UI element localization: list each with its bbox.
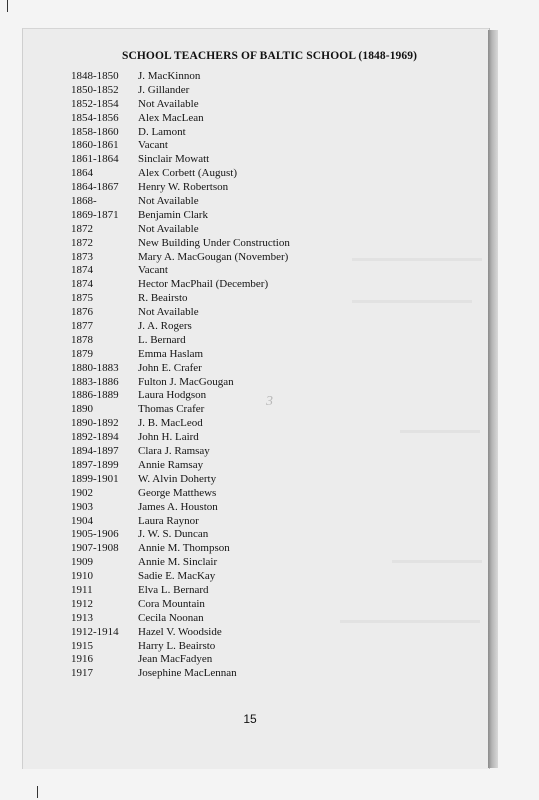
list-item: [71, 264, 290, 278]
list-item: [71, 181, 290, 195]
years: 1854-1856: [71, 111, 119, 124]
teacher-name: Laura Raynor: [138, 514, 199, 527]
teacher-name: Emma Haslam: [138, 347, 204, 360]
teacher-list: [71, 70, 290, 681]
teacher-name: Vacant: [138, 139, 168, 152]
teacher-name: Not Available: [138, 97, 199, 110]
years: 1890-1892: [71, 417, 119, 430]
list-item: [71, 278, 290, 292]
list-item: [71, 237, 290, 251]
years: 1878: [71, 333, 93, 346]
teacher-name: Jean MacFadyen: [138, 653, 213, 666]
teacher-name: Cecila Noonan: [138, 611, 204, 624]
years: 1864-1867: [71, 181, 119, 194]
list-item: [71, 431, 290, 445]
years: 1892-1894: [71, 431, 119, 444]
years: 1907-1908: [71, 542, 119, 555]
list-item: [71, 320, 290, 334]
teacher-name: Hazel V. Woodside: [138, 625, 222, 638]
teacher-name: Mary A. MacGougan (November): [138, 250, 289, 263]
list-item: [71, 348, 290, 362]
years: 1872: [71, 236, 93, 249]
list-item: [71, 473, 290, 487]
years: 1911: [71, 583, 93, 596]
teacher-name: J. W. S. Duncan: [138, 528, 209, 541]
years: 1873: [71, 250, 93, 263]
years: 1890: [71, 403, 93, 416]
teacher-name: Vacant: [138, 264, 168, 277]
list-item: [71, 376, 290, 390]
list-item: [71, 640, 290, 654]
years: 1910: [71, 570, 93, 583]
years: 1874: [71, 264, 93, 277]
teacher-name: J. Gillander: [138, 83, 190, 96]
years: 1909: [71, 556, 93, 569]
years: 1904: [71, 514, 93, 527]
teacher-name: Elva L. Bernard: [138, 583, 209, 596]
years: 1886-1889: [71, 389, 119, 402]
years: 1903: [71, 500, 93, 513]
years: 1852-1854: [71, 97, 119, 110]
years: 1912: [71, 597, 93, 610]
years: 1912-1914: [71, 625, 119, 638]
teacher-name: J. B. MacLeod: [138, 417, 203, 430]
teacher-name: J. A. Rogers: [138, 320, 192, 333]
teacher-name: D. Lamont: [138, 125, 186, 138]
pencil-mark: 3: [266, 394, 273, 409]
years: 1850-1852: [71, 83, 119, 96]
teacher-name: Not Available: [138, 306, 199, 319]
list-item: [71, 487, 290, 501]
teacher-name: Sadie E. MacKay: [138, 570, 216, 583]
list-item: [71, 209, 290, 223]
list-item: [71, 528, 290, 542]
years: 1897-1899: [71, 458, 119, 471]
list-item: [71, 556, 290, 570]
page-number: 15: [243, 712, 257, 726]
list-item: [71, 584, 290, 598]
list-item: [71, 112, 290, 126]
teacher-name: Fulton J. MacGougan: [138, 375, 234, 388]
bleed-through-line: [352, 258, 482, 261]
years: 1848-1850: [71, 70, 119, 82]
list-item: [71, 667, 290, 681]
bleed-through-line: [352, 300, 472, 303]
teacher-name: W. Alvin Doherty: [138, 472, 217, 485]
scan-mark-top: [7, 0, 8, 12]
list-item: [71, 98, 290, 112]
list-item: [71, 223, 290, 237]
years: 1915: [71, 639, 93, 652]
list-item: [71, 445, 290, 459]
teacher-name: Hector MacPhail (December): [138, 278, 269, 291]
bleed-through-line: [392, 560, 482, 563]
years: 1879: [71, 347, 93, 360]
teacher-name: Henry W. Robertson: [138, 181, 229, 194]
teacher-name: George Matthews: [138, 486, 217, 499]
list-item: [71, 167, 290, 181]
list-item: [71, 403, 290, 417]
years: 1858-1860: [71, 125, 119, 138]
scan-mark-bottom: [37, 786, 38, 798]
list-item: [71, 515, 290, 529]
teacher-name: Thomas Crafer: [138, 403, 205, 416]
teacher-name: Not Available: [138, 195, 199, 208]
teacher-name: Annie M. Sinclair: [138, 556, 218, 569]
teacher-name: Josephine MacLennan: [138, 667, 237, 680]
years: 1874: [71, 278, 93, 291]
years: 1876: [71, 306, 93, 319]
list-item: [71, 612, 290, 626]
teacher-name: New Building Under Construction: [138, 236, 290, 249]
list-item: [71, 570, 290, 584]
years: 1905-1906: [71, 528, 119, 541]
years: 1875: [71, 292, 93, 305]
years: 1864: [71, 167, 93, 180]
years: 1913: [71, 611, 93, 624]
list-item: [71, 417, 290, 431]
years: 1899-1901: [71, 472, 119, 485]
list-item: [71, 653, 290, 667]
years: 1902: [71, 486, 93, 499]
teacher-name: Laura Hodgson: [138, 389, 207, 402]
list-item: [71, 459, 290, 473]
list-item: [71, 626, 290, 640]
teacher-name: Sinclair Mowatt: [138, 153, 210, 166]
bleed-through-line: [400, 430, 480, 433]
teacher-name: J. MacKinnon: [138, 70, 201, 82]
list-item: [71, 195, 290, 209]
page-edge: [488, 30, 498, 768]
list-item: [71, 501, 290, 515]
teacher-name: John E. Crafer: [138, 361, 202, 374]
list-item: [71, 84, 290, 98]
teacher-name: Not Available: [138, 222, 199, 235]
teacher-name: Harry L. Beairsto: [138, 639, 216, 652]
teacher-name: R. Beairsto: [138, 292, 188, 305]
teacher-name: John H. Laird: [138, 431, 199, 444]
teacher-name: L. Bernard: [138, 333, 186, 346]
teacher-name: James A. Houston: [138, 500, 218, 513]
list-item: [71, 306, 290, 320]
page-title: SCHOOL TEACHERS OF BALTIC SCHOOL (1848-1969): [121, 50, 418, 62]
years: 1869-1871: [71, 208, 119, 221]
list-item: [71, 292, 290, 306]
list-item: [71, 542, 290, 556]
teacher-name: Alex MacLean: [138, 111, 204, 124]
years: 1917: [71, 667, 93, 680]
years: 1880-1883: [71, 361, 119, 374]
years: 1883-1886: [71, 375, 119, 388]
teacher-name: Benjamin Clark: [138, 208, 208, 221]
list-item: [71, 139, 290, 153]
years: 1868-: [71, 195, 97, 208]
list-item: [71, 126, 290, 140]
list-item: [71, 389, 290, 403]
years: 1916: [71, 653, 93, 666]
years: 1894-1897: [71, 445, 119, 458]
list-item: [71, 70, 290, 84]
teacher-name: Annie Ramsay: [138, 458, 204, 471]
teacher-name: Cora Mountain: [138, 597, 205, 610]
teacher-name: Clara J. Ramsay: [138, 445, 210, 458]
years: 1861-1864: [71, 153, 119, 166]
bleed-through-line: [340, 620, 480, 623]
list-item: [71, 598, 290, 612]
teacher-name: Alex Corbett (August): [138, 167, 237, 180]
years: 1872: [71, 222, 93, 235]
years: 1860-1861: [71, 139, 119, 152]
teacher-name: Annie M. Thompson: [138, 542, 230, 555]
list-item: [71, 251, 290, 265]
list-item: [71, 362, 290, 376]
list-item: [71, 153, 290, 167]
years: 1877: [71, 320, 93, 333]
list-item: [71, 334, 290, 348]
